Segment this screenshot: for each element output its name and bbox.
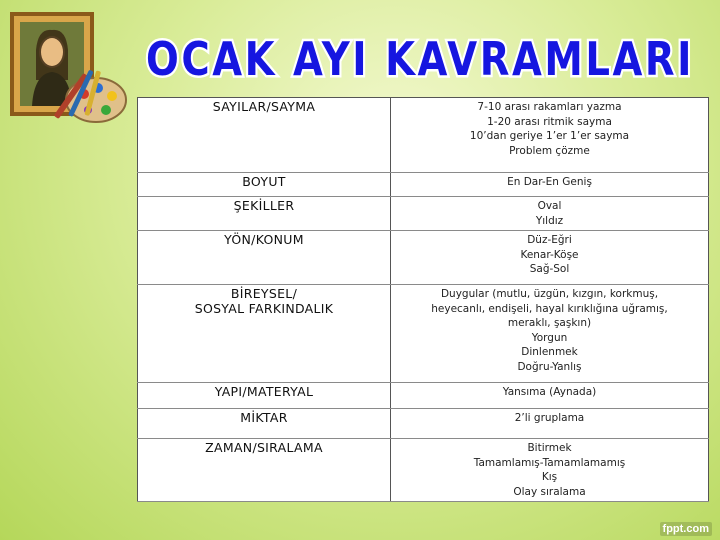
description-line: Dinlenmek [521,346,578,358]
table-row [138,383,709,409]
table-row [138,285,709,383]
description-line: 7-10 arası rakamları yazma [477,101,622,113]
table-row [138,409,709,439]
description-cell [391,409,709,439]
description-cell [391,173,709,197]
concept-cell: SAYILAR/SAYMA [138,98,391,173]
description-line: Yansıma (Aynada) [502,386,597,398]
description-line: Yıldız [535,214,564,227]
concepts-table [137,97,709,502]
description-cell [391,98,709,173]
description-line: Düz-Eğri [527,234,572,246]
concept-cell: ŞEKİLLER [138,197,391,231]
description-line: 1-20 arası ritmik sayma [487,115,612,128]
description-line: meraklı, şaşkın) [507,317,592,329]
description-cell [391,197,709,231]
description-line: Oval [537,200,562,212]
page-title-text: OCAK AYI KAVRAMLARI [146,32,694,86]
table-row [138,439,709,502]
table-row [138,173,709,197]
description-cell [391,383,709,409]
description-line: En Dar-En Geniş [507,176,592,188]
description-line: Kenar-Köşe [520,248,579,261]
concept-cell: MİKTAR [138,409,391,439]
description-line: Problem çözme [509,144,590,157]
page-title [140,28,700,88]
description-line: Tamamlamış-Tamamlamamış [473,456,626,469]
concept-cell: BOYUT [138,173,391,197]
concept-cell: BİREYSEL/ SOSYAL FARKINDALIK [138,285,391,383]
description-cell [391,285,709,383]
description-line: Bitirmek [527,442,572,454]
description-cell [391,439,709,502]
description-line: 10’dan geriye 1’er 1’er sayma [469,130,630,142]
description-line: 2’li gruplama [514,412,585,424]
description-cell [391,231,709,285]
description-line: Yorgun [531,331,568,344]
description-line: Olay sıralama [513,485,586,498]
description-line: Sağ-Sol [529,263,570,275]
description-line: Doğru-Yanlış [517,360,582,373]
description-line: heyecanlı, endişeli, hayal kırıklığına uğramış, [431,302,668,315]
concept-cell: YÖN/KONUM [138,231,391,285]
watermark: fppt.com [660,522,712,536]
concept-cell: YAPI/MATERYAL [138,383,391,409]
description-line: Kış [541,471,558,483]
table-row [138,197,709,231]
table-row [138,231,709,285]
mona-lisa-palette-icon [8,10,128,135]
table-row [138,98,709,173]
description-line: Duygular (mutlu, üzgün, kızgın, korkmuş, [440,288,659,300]
concept-cell: ZAMAN/SIRALAMA [138,439,391,502]
